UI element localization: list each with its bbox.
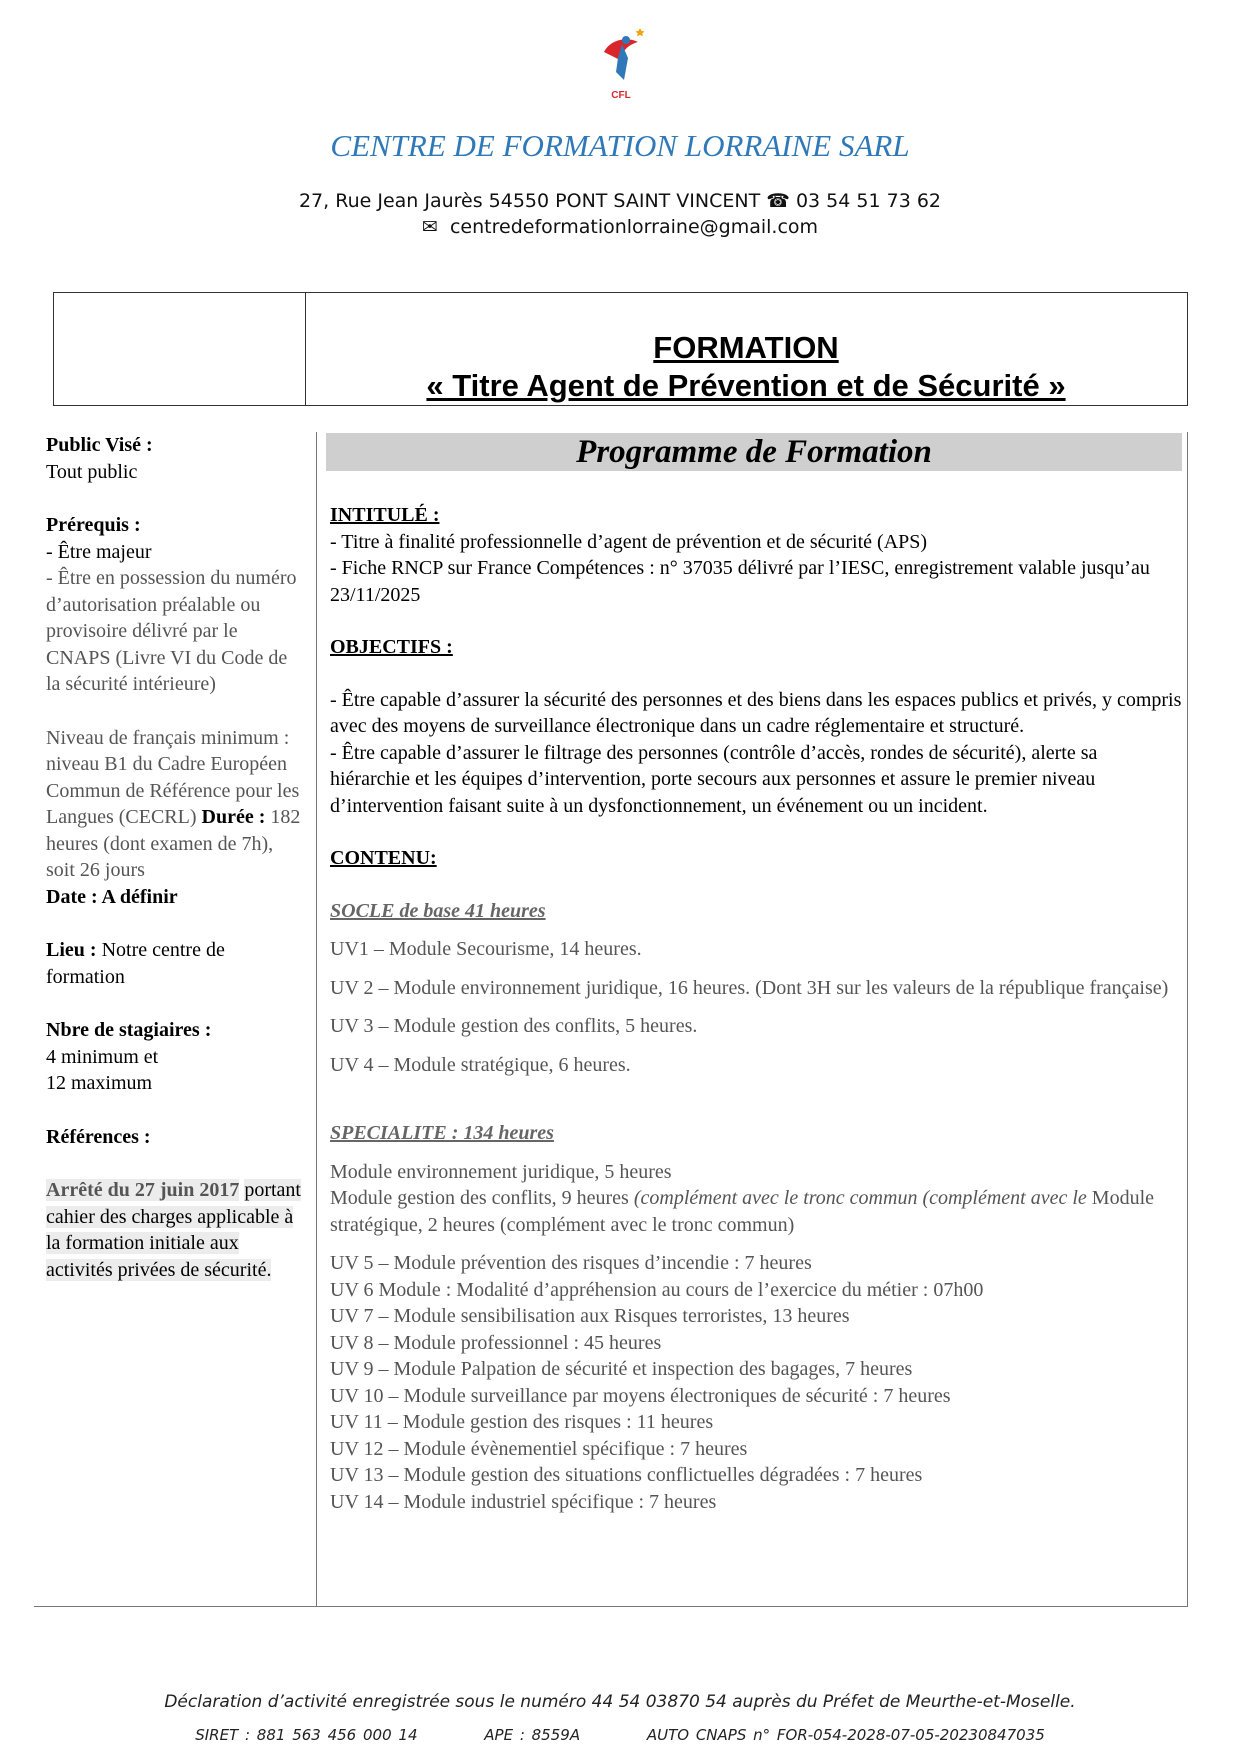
logo-text: CFL [611,90,631,101]
uv-item: UV 7 – Module sensibilisation aux Risques terroristes, 13 heures [330,1305,850,1327]
objectif-item: - Être capable d’assurer le filtrage des personnes (contrôle d’accès, rondes de sécurité), alerte sa hiérarchie et les équipes d’intervention, porte secours aux personnes et assure le premier niveau d’intervention faisant suite à un dysfonctionnement, un événement ou un incident. [330,741,1098,817]
contenu-heading: CONTENU: [330,847,437,869]
socle-item: UV 4 – Module stratégique, 6 heures. [330,1053,631,1076]
arrete-text: portant cahier des charges applicable à la formation initiale aux activités privées de sécurité. [46,1179,301,1281]
prereq-item: - Être majeur [46,540,152,563]
org-address-line [0,190,1240,212]
title-line-2: « Titre Agent de Prévention et de Sécurité » [426,368,1066,403]
arrete-title: Arrêté du 27 juin 2017 [46,1179,240,1201]
lieu-section [46,937,304,990]
envelope-icon: ✉ [421,216,438,238]
niveau-text: Niveau de français minimum : niveau B1 du Cadre Européen Commun de Référence pour les Langues (CECRL) [46,726,300,828]
org-address: 27, Rue Jean Jaurès 54550 PONT SAINT VINCENT [298,190,761,212]
stagiaires-section [46,1017,304,1097]
right-border [1187,432,1188,1607]
duree-label: Durée : [201,806,266,828]
duree-value: 182 heures (dont examen de 7h), soit 26 jours [46,806,301,881]
lieu-value: Notre centre de formation [46,939,225,988]
uv-item: UV 9 – Module Palpation de sécurité et inspection des bagages, 7 heures [330,1358,913,1380]
formation-title [305,329,1187,405]
uv-item: UV 8 – Module professionnel : 45 heures [330,1331,662,1354]
uv-item: UV 14 – Module industriel spécifique : 7 heures [330,1490,717,1513]
org-email-line [0,216,1240,238]
socle-item: UV 2 – Module environnement juridique, 16 heures. (Dont 3H sur les valeurs de la république française) [330,976,1169,999]
specialite-heading: SPECIALITE : 134 heures [330,1122,554,1144]
lieu-label: Lieu : [46,939,97,961]
column-divider [316,432,317,1607]
footer-declaration: Déclaration d’activité enregistrée sous le numéro 44 54 03870 54 auprès du Préfet de Meurthe-et-Moselle. [164,1692,1076,1712]
public-value: Tout public [46,460,138,483]
specialite-item: Module environnement juridique, 5 heures [330,1160,672,1183]
references-label: Références : [46,1125,151,1148]
niveau-section [46,725,304,911]
footer-ids [0,1726,1240,1744]
date-label: Date : A définir [46,885,178,908]
prereq-item: - Être en possession du numéro d’autorisation préalable ou provisoire délivré par le CNAPS (Livre VI du Code de la sécurité intérieure) [46,567,297,695]
info-sidebar [46,432,304,1310]
intitule-line: - Fiche RNCP sur France Compétences : n° 37035 délivré par l’IESC, enregistrement valable jusqu’au 23/11/2025 [330,557,1150,606]
references-section [46,1124,304,1151]
title-box [53,292,1188,406]
socle-item: UV1 – Module Secourisme, 14 heures. [330,938,642,960]
title-line-1: FORMATION [653,330,839,365]
org-phone: 03 54 51 73 62 [795,190,942,212]
spec-2-continued: Module stratégique, 2 heures (complément avec le tronc commun) [330,1187,1155,1236]
cfl-logo [596,22,646,102]
org-email: centredeformationlorraine@gmail.com [449,216,819,238]
uv-item: UV 12 – Module évènementiel spécifique : 7 heures [330,1437,748,1460]
stagiaires-max: 12 maximum [46,1072,153,1094]
prereq-label: Prérequis : [46,514,141,536]
phone-icon: ☎ [766,190,790,212]
uv-item: UV 6 Module : Modalité d’appréhension au cours de l’exercice du métier : 07h00 [330,1278,984,1301]
uv-item: UV 10 – Module surveillance par moyens électroniques de sécurité : 7 heures [330,1384,951,1407]
footer-ape: APE : 8559A [484,1726,581,1744]
uv-item: UV 11 – Module gestion des risques : 11 heures [330,1411,714,1433]
intitule-heading: INTITULÉ : [330,504,440,526]
programme-header: Programme de Formation [326,433,1182,471]
footer-cnaps: AUTO CNAPS n° FOR-054-2028-07-05-20230847035 [646,1726,1045,1744]
footer-siret: SIRET : 881 563 456 000 14 [195,1726,418,1744]
spec-2-main: Module gestion des conflits, 9 heures [330,1187,629,1209]
stagiaires-min: 4 minimum et [46,1045,159,1068]
stagiaires-label: Nbre de stagiaires : [46,1019,212,1041]
uv-item: UV 13 – Module gestion des situations conflictuelles dégradées : 7 heures [330,1464,923,1486]
specialite-item [330,1185,1182,1238]
objectifs-heading: OBJECTIFS : [330,636,453,658]
arrete-section [46,1177,304,1283]
intitule-line: - Titre à finalité professionnelle d’agent de prévention et de sécurité (APS) [330,530,928,553]
bottom-rule [34,1606,1188,1607]
spec-2-note: (complément avec le tronc commun (complément avec le [633,1187,1087,1209]
org-name: CENTRE DE FORMATION LORRAINE SARL [330,128,910,163]
uv-item: UV 5 – Module prévention des risques d’incendie : 7 heures [330,1252,812,1274]
socle-item: UV 3 – Module gestion des conflits, 5 heures. [330,1015,698,1037]
public-section [46,432,304,485]
objectif-item: - Être capable d’assurer la sécurité des personnes et des biens dans les espaces publics et privés, y compris avec des moyens de surveillance électronique dans un cadre réglementaire et structuré. [330,688,1182,737]
prereq-section [46,512,304,698]
public-label: Public Visé : [46,434,153,456]
programme-content [330,502,1182,1515]
socle-heading: SOCLE de base 41 heures [330,899,546,922]
